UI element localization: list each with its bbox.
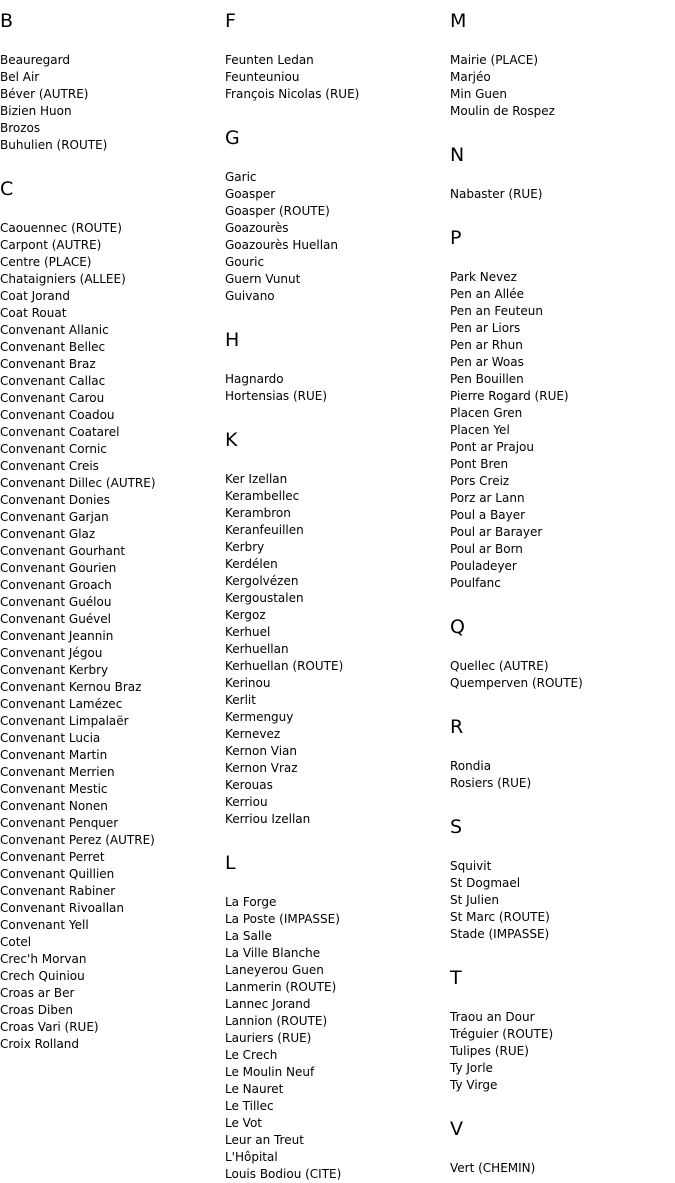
street-list-item[interactable]: Ker Izellan xyxy=(225,472,288,486)
street-list-item[interactable]: Louis Bodiou (CITE) xyxy=(225,1167,342,1181)
street-list-item[interactable]: St Dogmael xyxy=(450,876,521,890)
letter-section xyxy=(450,816,672,943)
street-list-item[interactable]: Brozos xyxy=(0,121,41,135)
street-list-item[interactable]: Chataigniers (ALLEE) xyxy=(0,272,126,286)
street-list-item[interactable]: Pen ar Woas xyxy=(450,355,524,369)
street-list-item[interactable]: Convenant Kerbry xyxy=(0,663,109,677)
street-list-item[interactable]: Coat Rouat xyxy=(0,306,67,320)
street-list xyxy=(450,858,672,943)
street-list xyxy=(225,52,447,103)
street-list-item[interactable]: Kergoustalen xyxy=(225,591,304,605)
street-list-item[interactable]: Carpont (AUTRE) xyxy=(0,238,102,252)
street-list xyxy=(225,894,447,1183)
street-list-item[interactable]: Croas ar Ber xyxy=(0,986,75,1000)
street-list xyxy=(0,220,222,1053)
street-list-item[interactable]: Goasper (ROUTE) xyxy=(225,204,330,218)
street-list-item[interactable]: Poulfanc xyxy=(450,576,501,590)
street-list-item[interactable]: Crech Quiniou xyxy=(0,969,85,983)
street-list-item[interactable]: Pors Creiz xyxy=(450,474,510,488)
street-list-item[interactable]: Convenant Rabiner xyxy=(0,884,116,898)
street-list-item[interactable]: Croas Diben xyxy=(0,1003,73,1017)
street-list-item[interactable]: Lanmerin (ROUTE) xyxy=(225,980,337,994)
section-letter-heading: M xyxy=(450,10,467,32)
street-list-item[interactable]: Le Moulin Neuf xyxy=(225,1065,315,1079)
section-letter-heading: V xyxy=(450,1118,463,1140)
street-list-item[interactable]: Convenant Lucia xyxy=(0,731,101,745)
street-list-item[interactable]: Béver (AUTRE) xyxy=(0,87,89,101)
street-list-item[interactable]: Placen Gren xyxy=(450,406,523,420)
section-letter-heading: Q xyxy=(450,616,465,638)
street-list-item[interactable]: Pen an Feuteun xyxy=(450,304,543,318)
street-list-item[interactable]: Convenant Limpalaër xyxy=(0,714,129,728)
street-list-item[interactable]: Crec'h Morvan xyxy=(0,952,87,966)
street-list-item[interactable]: Guern Vunut xyxy=(225,272,301,286)
heading-spacer xyxy=(225,32,447,52)
heading-spacer xyxy=(225,149,447,169)
street-list xyxy=(450,758,672,792)
street-list-item[interactable]: La Poste (IMPASSE) xyxy=(225,912,340,926)
street-list-item[interactable]: Convenant Coatarel xyxy=(0,425,120,439)
street-list-item[interactable]: Ty Jorle xyxy=(450,1061,493,1075)
street-list-item[interactable]: Park Nevez xyxy=(450,270,517,284)
street-list xyxy=(225,169,447,305)
street-list-item[interactable]: Convenant Guével xyxy=(0,612,111,626)
street-list-item[interactable]: Goazourès Huellan xyxy=(225,238,338,252)
street-list-item[interactable]: Bel Air xyxy=(0,70,40,84)
street-list-item[interactable]: L'Hôpital xyxy=(225,1150,278,1164)
letter-section xyxy=(225,329,447,405)
street-list-item[interactable]: Pont Bren xyxy=(450,457,509,471)
section-spacer xyxy=(450,203,672,227)
street-list-item[interactable]: Convenant Coadou xyxy=(0,408,115,422)
street-list-item[interactable]: Convenant Lamézec xyxy=(0,697,123,711)
section-spacer xyxy=(450,943,672,967)
street-list-item[interactable]: Kerriou xyxy=(225,795,268,809)
street-list-item[interactable]: Quemperven (ROUTE) xyxy=(450,676,583,690)
street-list-item[interactable]: Coat Jorand xyxy=(0,289,70,303)
street-list-item[interactable]: Bizien Huon xyxy=(0,104,72,118)
street-list xyxy=(225,371,447,405)
section-spacer xyxy=(0,154,222,178)
section-letter-heading: P xyxy=(450,227,462,249)
letter-section xyxy=(225,10,447,103)
heading-spacer xyxy=(225,874,447,894)
heading-spacer xyxy=(450,989,672,1009)
street-list-item[interactable]: La Salle xyxy=(225,929,272,943)
section-spacer xyxy=(450,1094,672,1118)
street-list-item[interactable]: Lannec Jorand xyxy=(225,997,311,1011)
street-list-item[interactable]: Kerhuel xyxy=(225,625,271,639)
street-list xyxy=(450,52,672,120)
street-list-item[interactable]: Convenant Perret xyxy=(0,850,105,864)
column-1 xyxy=(0,10,222,1053)
section-letter-heading: K xyxy=(225,429,238,451)
heading-spacer xyxy=(0,32,222,52)
section-spacer xyxy=(450,120,672,144)
street-list-item[interactable]: Convenant Nonen xyxy=(0,799,108,813)
street-list-item[interactable]: St Julien xyxy=(450,893,499,907)
street-list-item[interactable]: Poul ar Born xyxy=(450,542,523,556)
street-list-item[interactable]: Kerambron xyxy=(225,506,291,520)
street-list-item[interactable]: Croas Vari (RUE) xyxy=(0,1020,99,1034)
letter-section xyxy=(450,716,672,792)
street-list-item[interactable]: Convenant Yell xyxy=(0,918,89,932)
street-list-item[interactable]: Le Nauret xyxy=(225,1082,284,1096)
street-list-item[interactable]: Kernevez xyxy=(225,727,281,741)
street-list-item[interactable]: Convenant Callac xyxy=(0,374,106,388)
street-list-item[interactable]: Tulipes (RUE) xyxy=(450,1044,529,1058)
section-letter-heading: L xyxy=(225,852,236,874)
section-letter-heading: T xyxy=(450,967,462,989)
section-spacer xyxy=(450,592,672,616)
street-list-item[interactable]: Convenant Cornic xyxy=(0,442,107,456)
street-list-item[interactable]: Kerambellec xyxy=(225,489,300,503)
street-list-item[interactable]: Stade (IMPASSE) xyxy=(450,927,550,941)
street-list-item[interactable]: Convenant Kernou Braz xyxy=(0,680,142,694)
heading-spacer xyxy=(450,738,672,758)
street-list-item[interactable]: Placen Yel xyxy=(450,423,510,437)
street-list xyxy=(450,1009,672,1094)
street-list-item[interactable]: Convenant Dillec (AUTRE) xyxy=(0,476,156,490)
street-list-item[interactable]: Gouric xyxy=(225,255,265,269)
street-list xyxy=(450,269,672,592)
street-list-item[interactable]: Convenant Gourhant xyxy=(0,544,126,558)
heading-spacer xyxy=(225,451,447,471)
street-list-item[interactable]: Kermenguy xyxy=(225,710,294,724)
street-list-item[interactable]: Goasper xyxy=(225,187,276,201)
street-list-item[interactable]: Convenant Martin xyxy=(0,748,108,762)
section-letter-heading: S xyxy=(450,816,463,838)
street-list-item[interactable]: Guivano xyxy=(225,289,275,303)
section-letter-heading: H xyxy=(225,329,240,351)
street-list-item[interactable]: Leur an Treut xyxy=(225,1133,304,1147)
heading-spacer xyxy=(450,838,672,858)
column-3 xyxy=(450,10,672,1177)
street-list-item[interactable]: Le Vot xyxy=(225,1116,262,1130)
street-list-item[interactable]: Laneyerou Guen xyxy=(225,963,324,977)
street-list-item[interactable]: Hortensias (RUE) xyxy=(225,389,328,403)
street-list-item[interactable]: Convenant Rivoallan xyxy=(0,901,124,915)
street-list-item[interactable]: St Marc (ROUTE) xyxy=(450,910,550,924)
street-list-item[interactable]: Pouladeyer xyxy=(450,559,517,573)
street-list-item[interactable]: Pen ar Liors xyxy=(450,321,521,335)
heading-spacer xyxy=(0,200,222,220)
section-spacer xyxy=(225,103,447,127)
street-list-item[interactable]: Pierre Rogard (RUE) xyxy=(450,389,569,403)
street-list xyxy=(225,471,447,828)
street-list-item[interactable]: Croix Rolland xyxy=(0,1037,80,1051)
street-list-item[interactable]: Kerhuellan (ROUTE) xyxy=(225,659,344,673)
street-list-item[interactable]: Rosiers (RUE) xyxy=(450,776,532,790)
letter-section xyxy=(450,616,672,692)
letter-section xyxy=(450,227,672,592)
section-letter-heading: F xyxy=(225,10,236,32)
letter-section xyxy=(450,967,672,1094)
street-list-item[interactable]: Convenant Allanic xyxy=(0,323,109,337)
street-list-item[interactable]: Rondia xyxy=(450,759,492,773)
column-2 xyxy=(225,10,447,1183)
street-list-item[interactable]: Moulin de Rospez xyxy=(450,104,555,118)
section-spacer xyxy=(450,692,672,716)
street-list-item[interactable]: Poul ar Barayer xyxy=(450,525,543,539)
heading-spacer xyxy=(225,351,447,371)
street-list-item[interactable]: Le Crech xyxy=(225,1048,278,1062)
section-letter-heading: N xyxy=(450,144,465,166)
street-list-item[interactable]: Convenant Carou xyxy=(0,391,105,405)
street-list-item[interactable]: Tréguier (ROUTE) xyxy=(450,1027,554,1041)
section-letter-heading: B xyxy=(0,10,14,32)
street-list-item[interactable]: Convenant Braz xyxy=(0,357,96,371)
street-list-item[interactable]: Garic xyxy=(225,170,257,184)
street-list-item[interactable]: La Forge xyxy=(225,895,277,909)
street-list-item[interactable]: Convenant Quillien xyxy=(0,867,115,881)
street-list-item[interactable]: Convenant Merrien xyxy=(0,765,115,779)
street-list-item[interactable]: Pen Bouillen xyxy=(450,372,524,386)
letter-section xyxy=(225,127,447,305)
street-list-item[interactable]: Hagnardo xyxy=(225,372,284,386)
street-list-item[interactable]: Kerbry xyxy=(225,540,265,554)
street-list-item[interactable]: Kerhuellan xyxy=(225,642,289,656)
street-list-item[interactable]: Kerinou xyxy=(225,676,271,690)
street-list-item[interactable]: Pont ar Prajou xyxy=(450,440,534,454)
street-list-item[interactable]: Caouennec (ROUTE) xyxy=(0,221,122,235)
street-list-item[interactable]: Marjéo xyxy=(450,70,491,84)
street-list-item[interactable]: Centre (PLACE) xyxy=(0,255,92,269)
heading-spacer xyxy=(450,32,672,52)
street-list-item[interactable]: Keranfeuillen xyxy=(225,523,304,537)
street-list-item[interactable]: Ty Virge xyxy=(450,1078,498,1092)
letter-section xyxy=(450,1118,672,1177)
street-list-item[interactable]: Mairie (PLACE) xyxy=(450,53,539,67)
street-list-item[interactable]: Convenant Donies xyxy=(0,493,111,507)
letter-section xyxy=(450,10,672,120)
heading-spacer xyxy=(450,166,672,186)
street-list-item[interactable]: Traou an Dour xyxy=(450,1010,535,1024)
street-list-item[interactable]: Squivit xyxy=(450,859,492,873)
street-list-item[interactable]: Vert (CHEMIN) xyxy=(450,1161,536,1175)
street-list-item[interactable]: Convenant Jégou xyxy=(0,646,103,660)
street-list-item[interactable]: Convenant Creis xyxy=(0,459,99,473)
street-list-item[interactable]: Convenant Guélou xyxy=(0,595,112,609)
heading-spacer xyxy=(450,1140,672,1160)
street-list-item[interactable]: Poul a Bayer xyxy=(450,508,526,522)
street-list-item[interactable]: Feunteuniou xyxy=(225,70,300,84)
heading-spacer xyxy=(450,638,672,658)
street-list-item[interactable]: Convenant Mestic xyxy=(0,782,108,796)
street-list-item[interactable]: Kerlit xyxy=(225,693,256,707)
street-list-item[interactable]: Convenant Perez (AUTRE) xyxy=(0,833,155,847)
street-list xyxy=(450,658,672,692)
street-list-item[interactable]: Kergolvézen xyxy=(225,574,299,588)
street-list xyxy=(450,186,672,203)
section-letter-heading: C xyxy=(0,178,14,200)
street-list-item[interactable]: Kerdélen xyxy=(225,557,278,571)
section-spacer xyxy=(225,405,447,429)
street-list-item[interactable]: Kerriou Izellan xyxy=(225,812,311,826)
street-list-item[interactable]: Feunten Ledan xyxy=(225,53,314,67)
street-list-item[interactable]: Quellec (AUTRE) xyxy=(450,659,549,673)
street-list-item[interactable]: Nabaster (RUE) xyxy=(450,187,543,201)
street-list-item[interactable]: Convenant Garjan xyxy=(0,510,109,524)
heading-spacer xyxy=(450,249,672,269)
letter-section xyxy=(225,852,447,1183)
street-list-item[interactable]: Pen ar Rhun xyxy=(450,338,523,352)
street-list-item[interactable]: Goazourès xyxy=(225,221,289,235)
street-list-item[interactable]: Kernon Vraz xyxy=(225,761,298,775)
section-spacer xyxy=(225,305,447,329)
street-list-item[interactable]: Kernon Vian xyxy=(225,744,297,758)
street-list-item[interactable]: Porz ar Lann xyxy=(450,491,525,505)
street-list-item[interactable]: Convenant Groach xyxy=(0,578,112,592)
street-list-item[interactable]: Kergoz xyxy=(225,608,266,622)
street-list-item[interactable]: La Ville Blanche xyxy=(225,946,321,960)
section-spacer xyxy=(450,792,672,816)
letter-section xyxy=(225,429,447,828)
street-list-item[interactable]: François Nicolas (RUE) xyxy=(225,87,360,101)
street-list-item[interactable]: Min Guen xyxy=(450,87,507,101)
street-list-item[interactable]: Pen an Allée xyxy=(450,287,525,301)
section-letter-heading: R xyxy=(450,716,464,738)
section-spacer xyxy=(225,828,447,852)
letter-section xyxy=(450,144,672,203)
street-list-item[interactable]: Convenant Gourien xyxy=(0,561,117,575)
street-list-item[interactable]: Convenant Jeannin xyxy=(0,629,114,643)
street-list-item[interactable]: Convenant Glaz xyxy=(0,527,96,541)
street-list xyxy=(0,52,222,154)
letter-section xyxy=(0,10,222,154)
street-list xyxy=(450,1160,672,1177)
street-list-item[interactable]: Convenant Bellec xyxy=(0,340,106,354)
street-list-item[interactable]: Lannion (ROUTE) xyxy=(225,1014,328,1028)
street-list-item[interactable]: Lauriers (RUE) xyxy=(225,1031,312,1045)
street-list-item[interactable]: Buhulien (ROUTE) xyxy=(0,138,108,152)
street-list-item[interactable]: Le Tillec xyxy=(225,1099,274,1113)
street-list-item[interactable]: Convenant Penquer xyxy=(0,816,119,830)
street-list-item[interactable]: Kerouas xyxy=(225,778,273,792)
letter-section xyxy=(0,178,222,1053)
section-letter-heading: G xyxy=(225,127,240,149)
street-list-item[interactable]: Beauregard xyxy=(0,53,70,67)
street-list-item[interactable]: Cotel xyxy=(0,935,32,949)
